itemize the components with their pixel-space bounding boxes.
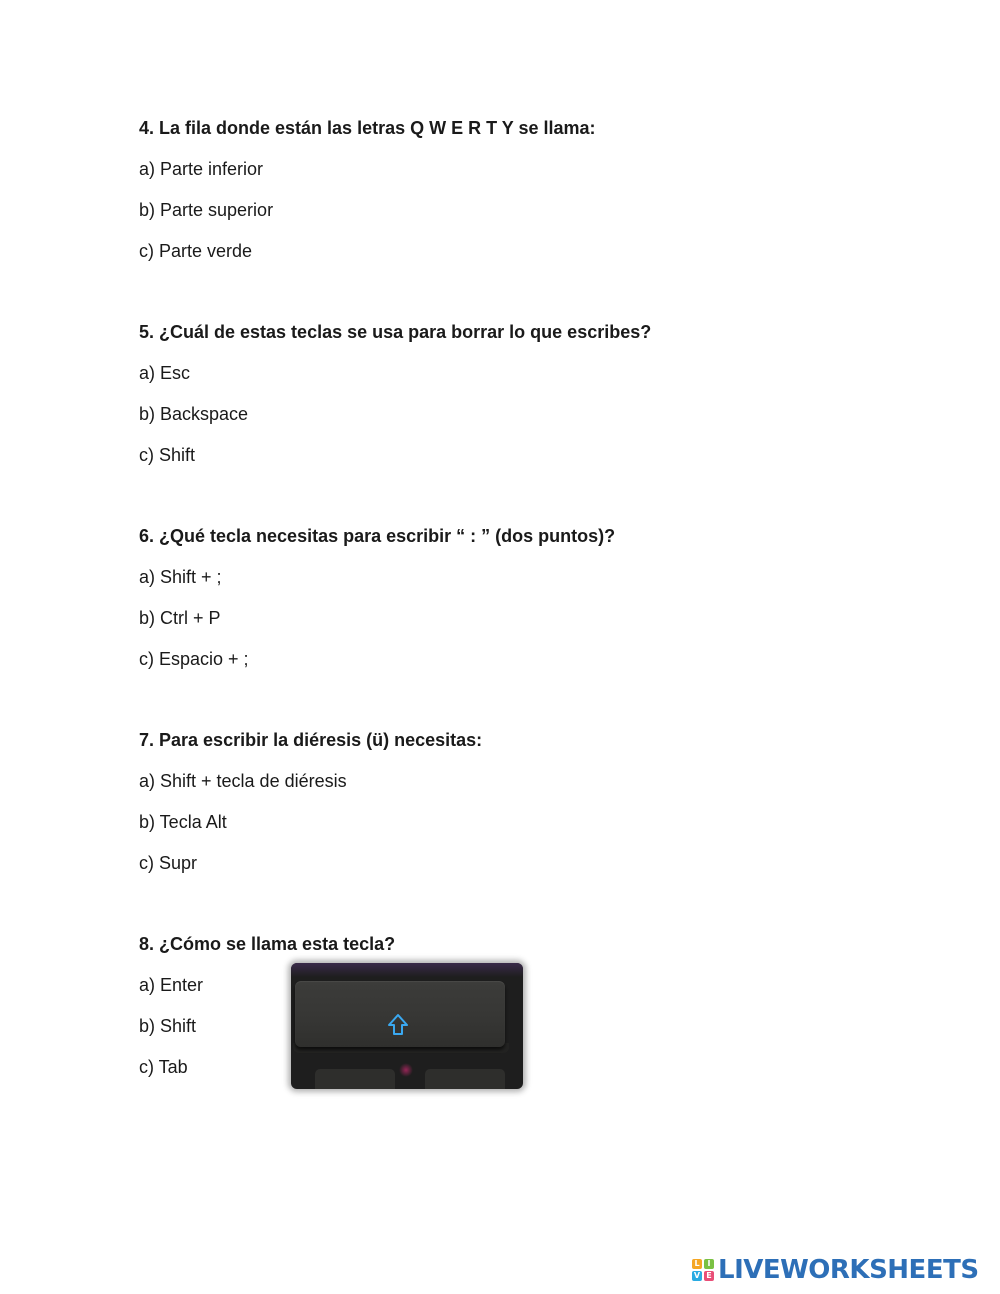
question-title: 6. ¿Qué tecla necesitas para escribir “ : ” (dos puntos)? xyxy=(139,526,616,546)
answer-option-a[interactable]: a) Esc xyxy=(139,363,191,383)
question-title: 5. ¿Cuál de estas teclas se usa para borrar lo que escribes? xyxy=(139,322,652,342)
adjacent-key xyxy=(425,1069,505,1089)
question-title: 7. Para escribir la diéresis (ü) necesitas: xyxy=(139,730,483,750)
question-5 xyxy=(139,321,839,466)
answer-option-a[interactable]: a) Shift + tecla de diéresis xyxy=(139,771,347,791)
question-6 xyxy=(139,525,839,670)
answer-option-b[interactable]: b) Tecla Alt xyxy=(139,812,227,832)
answer-option-a[interactable]: a) Enter xyxy=(139,975,204,995)
brand-mark-icon: L I V E xyxy=(692,1259,714,1281)
answer-option-c[interactable]: c) Shift xyxy=(139,445,196,465)
answer-option-c[interactable]: c) Espacio + ; xyxy=(139,649,249,669)
answer-option-b[interactable]: b) Backspace xyxy=(139,404,249,424)
answer-option-c[interactable]: c) Parte verde xyxy=(139,241,253,261)
liveworksheets-logo xyxy=(692,1254,979,1286)
brand-name: LIVEWORKSHEETS xyxy=(718,1255,979,1285)
adjacent-key xyxy=(315,1069,395,1089)
shift-arrow-icon xyxy=(387,1013,409,1037)
question-7 xyxy=(139,729,839,874)
answer-option-c[interactable]: c) Supr xyxy=(139,853,198,873)
question-title: 8. ¿Cómo se llama esta tecla? xyxy=(139,934,396,954)
keyboard-backlight-glow xyxy=(399,1063,413,1077)
answer-option-a[interactable]: a) Shift + ; xyxy=(139,567,222,587)
question-4 xyxy=(139,117,839,262)
answer-option-c[interactable]: c) Tab xyxy=(139,1057,188,1077)
answer-option-a[interactable]: a) Parte inferior xyxy=(139,159,264,179)
answer-option-b[interactable]: b) Ctrl + P xyxy=(139,608,221,628)
question-title: 4. La fila donde están las letras Q W E R T Y se llama: xyxy=(139,118,596,138)
answer-option-b[interactable]: b) Shift xyxy=(139,1016,197,1036)
keyboard-backlight xyxy=(291,963,523,977)
shift-key-photo xyxy=(291,963,523,1089)
answer-option-b[interactable]: b) Parte superior xyxy=(139,200,274,220)
